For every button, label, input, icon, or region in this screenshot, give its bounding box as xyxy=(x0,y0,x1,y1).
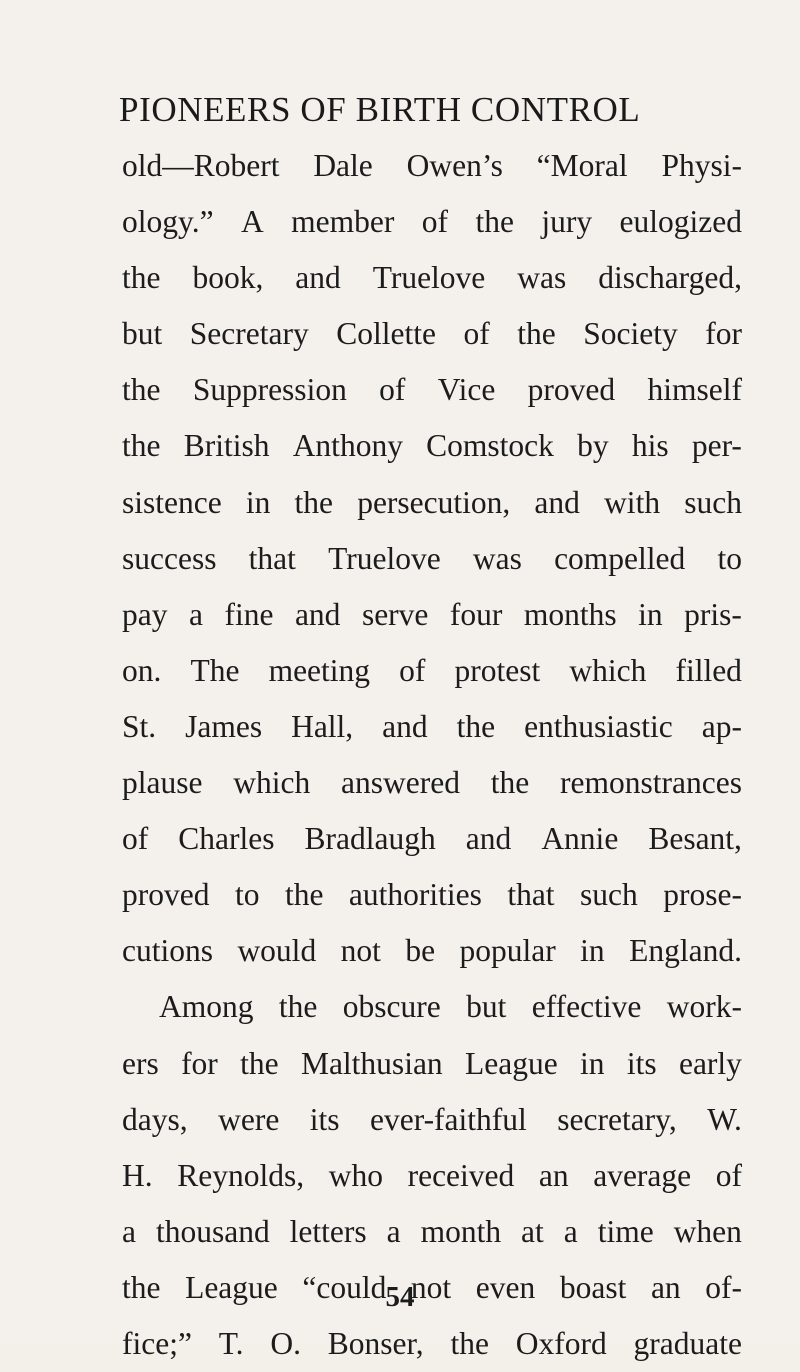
text-line: the book, and Truelove was discharged, xyxy=(122,260,742,296)
text-line: the British Anthony Comstock by his per- xyxy=(122,428,742,464)
text-line: the Suppression of Vice proved himself xyxy=(122,372,742,408)
text-line: on. The meeting of protest which filled xyxy=(122,652,742,688)
text-line: days, were its ever-faithful secretary, W. xyxy=(122,1101,742,1137)
text-line: old—Robert Dale Owen’s “Moral Physi- xyxy=(122,148,742,183)
text-line: a thousand letters a month at a time when xyxy=(122,1213,742,1249)
text-line: the League “could not even boast an of- xyxy=(122,1269,742,1305)
text-line: success that Truelove was compelled to xyxy=(122,540,742,576)
text-line: but Secretary Collette of the Society for xyxy=(122,316,742,352)
text-line: St. James Hall, and the enthusiastic ap- xyxy=(122,708,742,744)
text-line: pay a fine and serve four months in pris- xyxy=(122,596,742,632)
body-text xyxy=(122,138,742,1372)
text-line: ers for the Malthusian League in its early xyxy=(122,1045,742,1081)
page-number: 54 xyxy=(385,1281,415,1313)
running-head: PIONEERS OF BIRTH CONTROL xyxy=(119,90,641,129)
text-line: fice;” T. O. Bonser, the Oxford graduate xyxy=(122,1325,742,1361)
text-line: ology.” A member of the jury eulogized xyxy=(122,204,742,240)
text-line: Among the obscure but effective work- xyxy=(159,989,742,1025)
text-line: sistence in the persecution, and with such xyxy=(122,484,742,520)
text-line: H. Reynolds, who received an average of xyxy=(122,1157,742,1193)
text-line: proved to the authorities that such prose- xyxy=(122,877,742,913)
text-line: of Charles Bradlaugh and Annie Besant, xyxy=(122,821,742,857)
text-line: cutions would not be popular in England. xyxy=(122,933,742,969)
text-line: plause which answered the remonstrances xyxy=(122,765,742,801)
